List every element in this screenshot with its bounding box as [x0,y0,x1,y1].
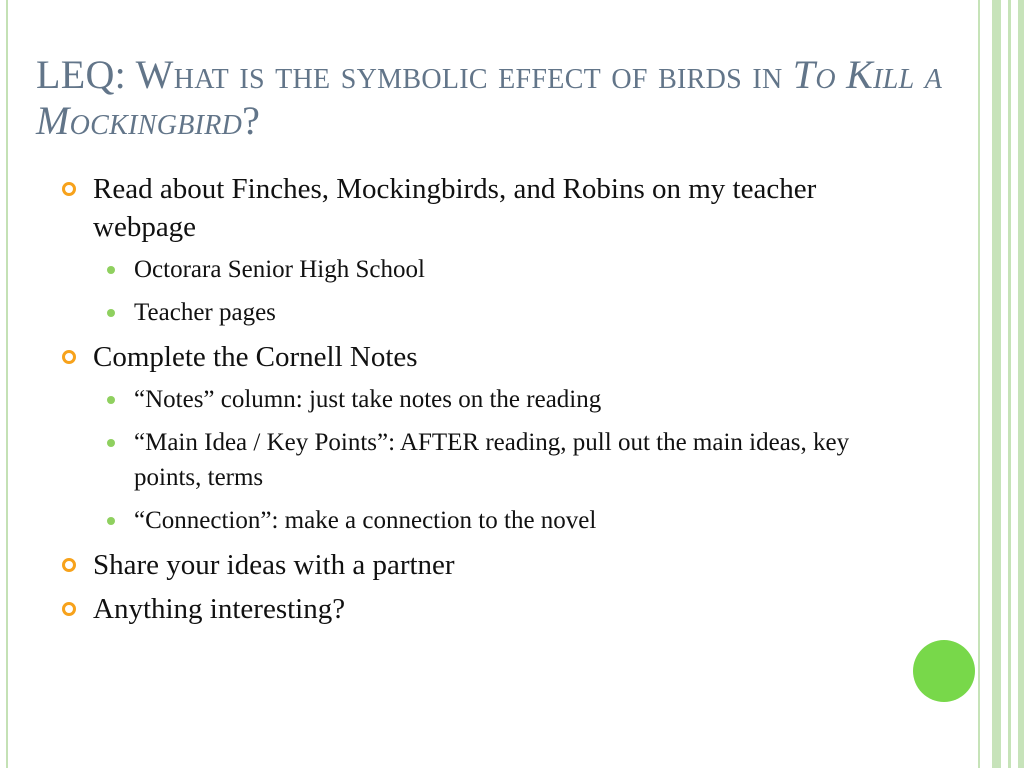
bullet-text: Share your ideas with a partner [93,549,455,581]
sub-bullet-list [60,382,920,538]
sub-bullet-text: Teacher pages [134,299,276,326]
bullet-dot-icon [107,439,115,447]
bullet-dot-icon [107,396,115,404]
bullet-ring-icon [62,350,76,364]
right-border-edge [1018,0,1024,768]
decorative-green-circle [913,640,975,702]
bullet-text: Complete the Cornell Notes [93,341,418,373]
sub-bullet-list [60,252,920,330]
right-border-line [1008,0,1011,768]
bullet-item [60,170,920,246]
bullet-ring-icon [62,182,76,196]
right-border-line [978,0,980,768]
bullet-dot-icon [107,266,115,274]
title-prefix: LEQ: What is the symbolic effect of birds in [36,52,793,97]
sub-bullet-text: “Connection”: make a connection to the novel [134,507,597,534]
bullet-list [60,170,920,634]
title-suffix: ? [242,98,261,143]
bullet-item [60,338,920,376]
bullet-dot-icon [107,309,115,317]
sub-bullet-item [60,295,920,330]
title-book-name: To Kill a Mockingbird [36,52,943,143]
bullet-ring-icon [62,558,76,572]
right-border-band [992,0,1001,768]
bullet-text: Read about Finches, Mockingbirds, and Robins on my teacher webpage [93,173,817,243]
bullet-item [60,590,920,628]
sub-bullet-item [60,425,920,495]
bullet-text: Anything interesting? [93,593,346,625]
bullet-item [60,546,920,584]
bullet-ring-icon [62,602,76,616]
sub-bullet-item [60,503,920,538]
bullet-dot-icon [107,517,115,525]
left-border-line [6,0,8,768]
sub-bullet-item [60,252,920,287]
sub-bullet-text: “Notes” column: just take notes on the reading [134,386,602,413]
slide-title [36,52,966,144]
sub-bullet-text: Octorara Senior High School [134,256,425,283]
sub-bullet-item [60,382,920,417]
sub-bullet-text: “Main Idea / Key Points”: AFTER reading, pull out the main ideas, key points, terms [134,429,850,491]
